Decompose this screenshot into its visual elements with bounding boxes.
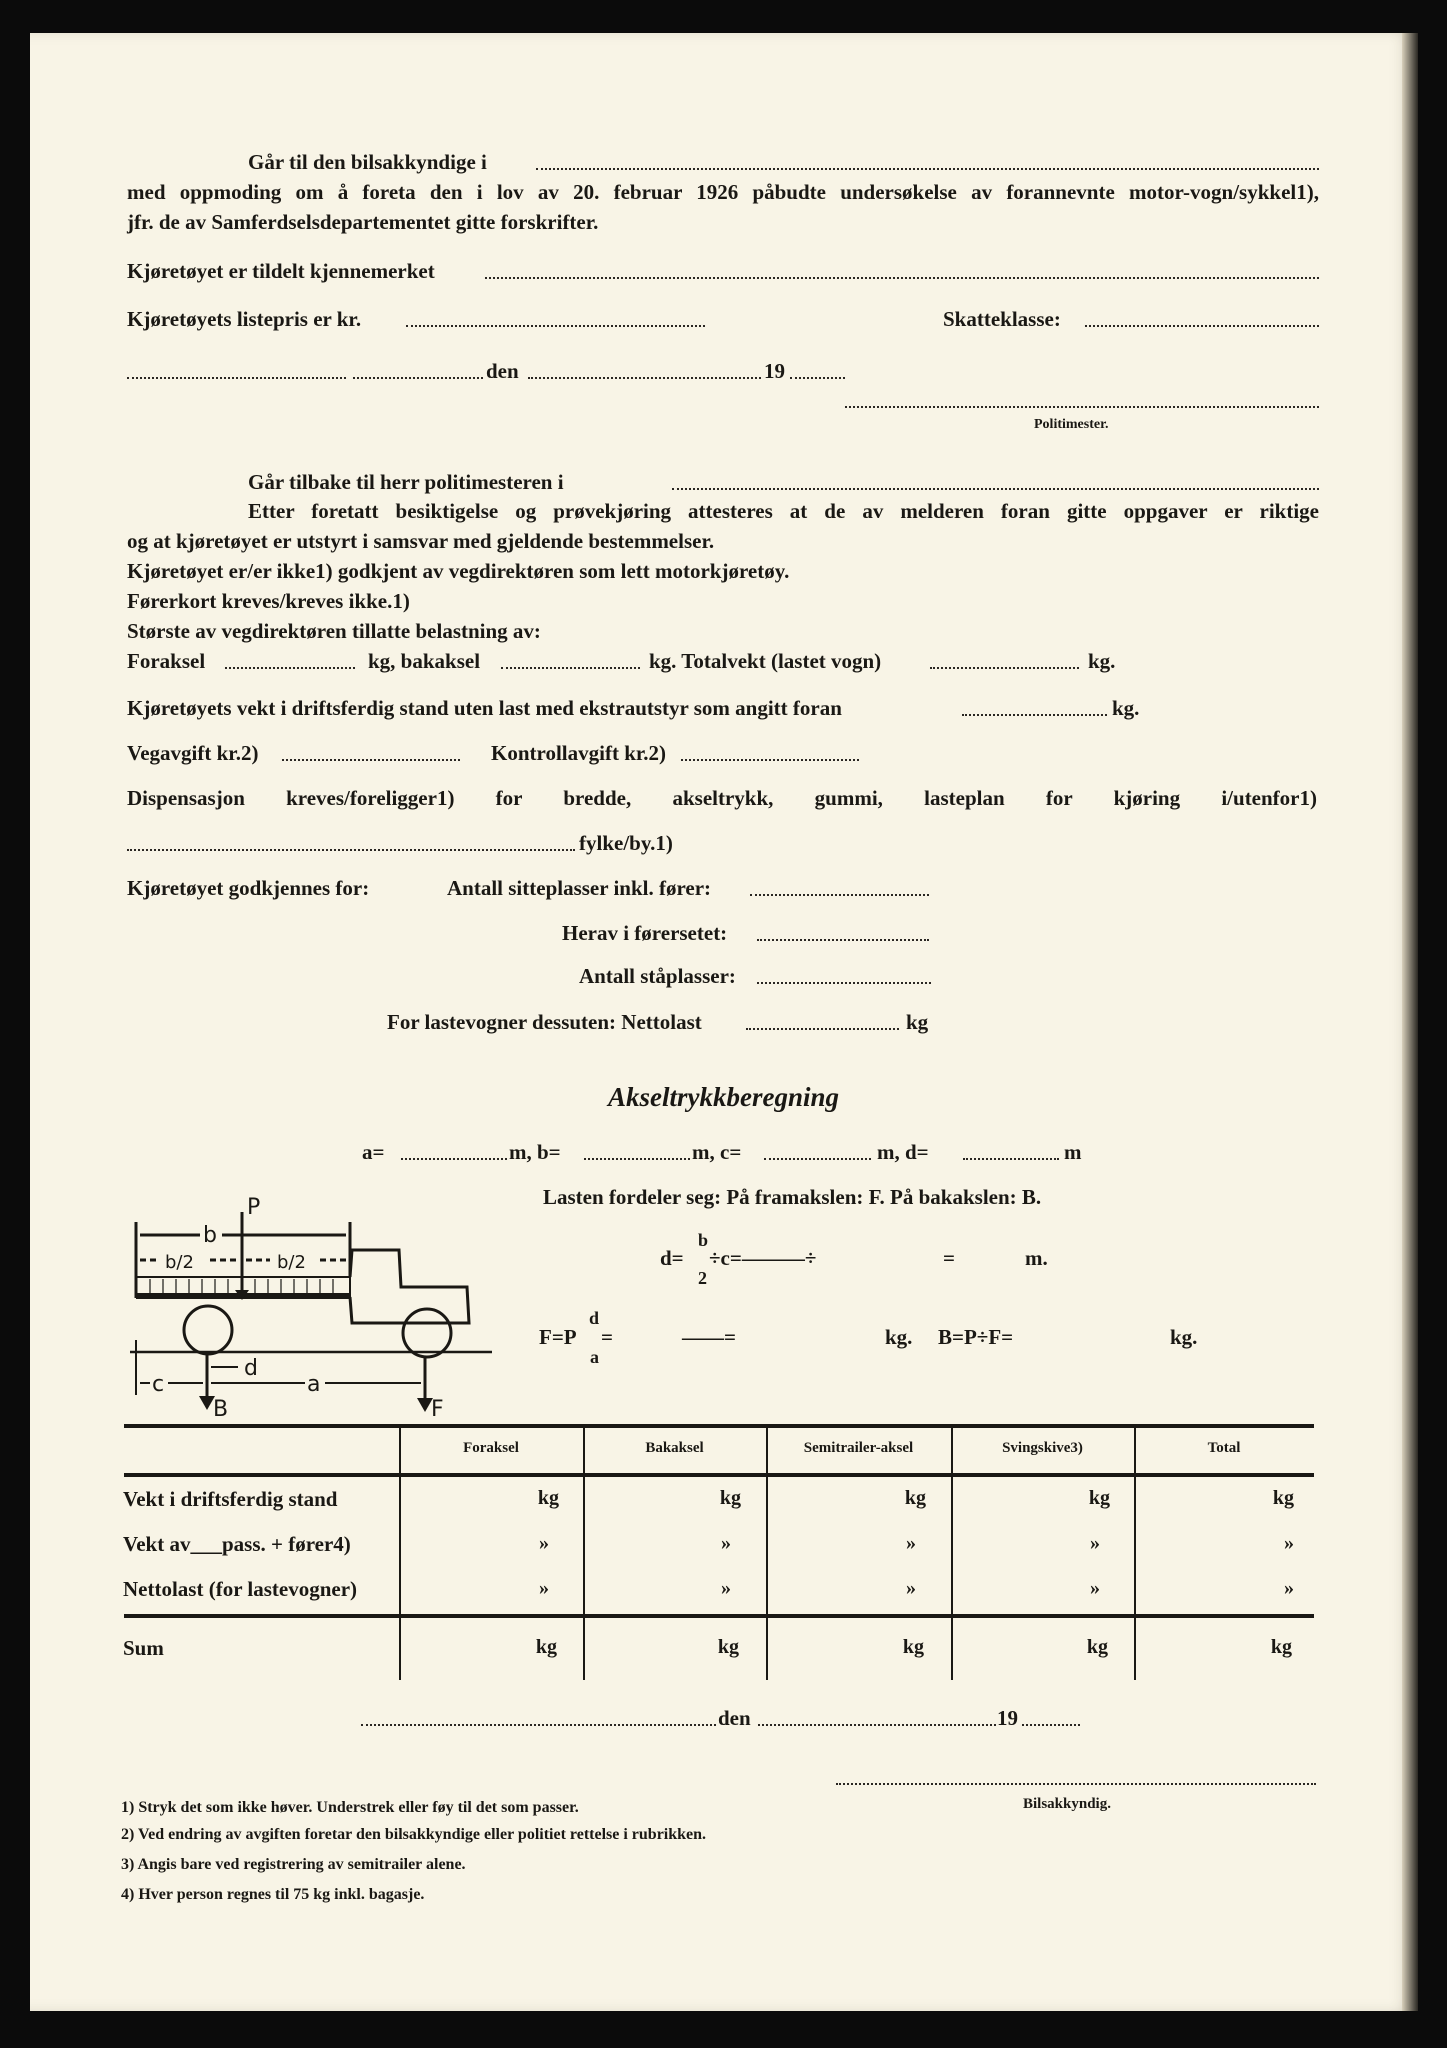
text: = (601, 1325, 613, 1349)
cell[interactable]: » (721, 1577, 731, 1599)
cell[interactable]: » (1284, 1532, 1294, 1554)
text: Herav i førersetet: (562, 921, 728, 945)
text: 2 (698, 1268, 707, 1288)
footnote: 1) Stryk det som ikke høver. Understrek eller føy til det som passer. (121, 1799, 579, 1816)
label-c: c (152, 1372, 165, 1397)
text: Kjøretøyets vekt i driftsferdig stand uten last med ekstrautstyr som angitt foran (127, 696, 842, 720)
text: d (589, 1308, 600, 1328)
cell[interactable]: » (539, 1532, 549, 1554)
text: Lasten fordeler seg: På framakslen: F. På bakakslen: B. (543, 1185, 1042, 1209)
label-b-force: B (213, 1397, 229, 1422)
text: Vegavgift kr.2) (127, 741, 259, 765)
footnote: 2) Ved endring av avgiften foretar den bilsakkyndige eller politiet rettelse i rubrikken. (121, 1826, 707, 1843)
text: Førerkort kreves/kreves ikke.1) (127, 589, 410, 613)
label-f-force: F (431, 1397, 444, 1422)
text: fylke/by.1) (579, 831, 673, 855)
field-year[interactable] (1022, 1724, 1080, 1726)
cell[interactable]: » (1284, 1577, 1294, 1599)
cell[interactable]: kg (717, 1636, 739, 1658)
field-place[interactable] (361, 1724, 716, 1726)
column-header: Foraksel (463, 1440, 519, 1456)
text: 19 (997, 1706, 1018, 1730)
cell[interactable]: » (906, 1577, 916, 1599)
text: m, b= (509, 1140, 561, 1164)
footnote: 4) Hver person regnes til 75 kg inkl. bagasje. (121, 1886, 425, 1903)
text: kg. (1088, 649, 1116, 673)
label-p: P (247, 1195, 261, 1220)
label-d: d (244, 1356, 258, 1381)
label-b-half: b/2 (165, 1252, 194, 1273)
text: For lastevogner dessuten: Nettolast (387, 1010, 702, 1034)
front-wheel (403, 1309, 451, 1357)
text: m (1064, 1140, 1082, 1164)
cell[interactable]: kg (1088, 1487, 1110, 1509)
text: den (486, 359, 519, 383)
text: a (590, 1347, 599, 1367)
field-date[interactable] (758, 1724, 996, 1726)
text: den (718, 1706, 751, 1730)
text: Kjøretøyets listepris er kr. (127, 307, 362, 331)
column-header: Svingskive3) (1002, 1440, 1083, 1456)
text: med oppmoding om å foreta den i lov av 20. februar 1926 påbudte undersøkelse av forannevnte motor-vogn/sykkel1), (127, 180, 1319, 204)
cell[interactable]: » (906, 1532, 916, 1554)
cell[interactable]: kg (719, 1487, 741, 1509)
text: Kjøretøyet er tildelt kjennemerket (127, 259, 435, 283)
section-title: Akseltrykkberegning (607, 1082, 839, 1112)
text: Etter foretatt besiktigelse og prøvekjøring attesteres at de av melderen foran gitte oppgaver er riktige (248, 499, 1319, 523)
text: Antall ståplasser: (579, 964, 736, 988)
label-b: b (203, 1223, 217, 1248)
text: kg (906, 1010, 929, 1034)
column-header: Semitrailer-aksel (803, 1440, 914, 1456)
cell[interactable]: » (1090, 1532, 1100, 1554)
text: kg. (885, 1325, 913, 1349)
text: ÷c=———÷ (709, 1246, 817, 1270)
text: kg, bakaksel (368, 649, 481, 673)
truck-cab (350, 1250, 469, 1323)
signature-bilsakkyndig[interactable] (836, 1783, 1316, 1785)
text: ——= (682, 1325, 736, 1349)
text: Dispensasjon kreves/foreligger1) for bredde, akseltrykk, gummi, lasteplan for kjøring i/utenfor1) (127, 786, 1317, 810)
text: Kjøretøyet er/er ikke1) godkjent av vegdirektøren som lett motorkjøretøy. (127, 559, 790, 583)
row-label: Nettolast (for lastevogner) (123, 1577, 358, 1601)
text: kg. Totalvekt (lastet vogn) (649, 649, 882, 673)
cell[interactable]: kg (1272, 1487, 1294, 1509)
cell[interactable]: » (721, 1532, 731, 1554)
text: a= (362, 1140, 385, 1164)
text: 19 (764, 359, 785, 383)
label-b-half: b/2 (277, 1252, 306, 1273)
cell[interactable]: kg (1270, 1636, 1292, 1658)
text: Foraksel (127, 649, 206, 673)
cell[interactable]: kg (535, 1636, 557, 1658)
f-formula: F=P (539, 1325, 577, 1349)
text: kg. (1170, 1325, 1198, 1349)
cell[interactable]: kg (902, 1636, 924, 1658)
footnote: 3) Angis bare ved registrering av semitrailer alene. (121, 1856, 466, 1873)
text: Skatteklasse: (943, 307, 1061, 331)
text: jfr. de av Samferdselsdepartementet gitte forskrifter. (127, 210, 599, 234)
text: kg. (1112, 696, 1140, 720)
rear-wheel (184, 1306, 232, 1354)
text: Går til den bilsakkyndige i (248, 150, 487, 174)
row-label: Sum (123, 1636, 164, 1660)
column-header: Total (1207, 1440, 1241, 1456)
cell[interactable]: kg (537, 1487, 559, 1509)
label-a: a (307, 1372, 321, 1397)
text: = (943, 1246, 955, 1270)
cell[interactable]: kg (904, 1487, 926, 1509)
column-header: Bakaksel (645, 1440, 704, 1456)
text: Største av vegdirektøren tillatte belastning av: (127, 619, 541, 643)
text: B=P÷F= (938, 1325, 1014, 1349)
text: m, c= (692, 1140, 742, 1164)
text: Kontrollavgift kr.2) (491, 741, 667, 765)
text: m, d= (877, 1140, 929, 1164)
text: m. (1025, 1246, 1048, 1270)
row-label: Vekt av___pass. + fører4) (123, 1532, 351, 1556)
text: Kjøretøyet godkjennes for: (127, 876, 370, 900)
text: b (698, 1230, 709, 1250)
cell[interactable]: kg (1086, 1636, 1108, 1658)
text: Politimester. (1034, 417, 1109, 432)
cell[interactable]: » (1090, 1577, 1100, 1599)
text: og at kjøretøyet er utstyrt i samsvar med gjeldende bestemmelser. (127, 529, 715, 553)
text: Går tilbake til herr politimesteren i (248, 470, 564, 494)
text: Bilsakkyndig. (1023, 1796, 1111, 1812)
row-label: Vekt i driftsferdig stand (123, 1487, 338, 1511)
cell[interactable]: » (539, 1577, 549, 1599)
text: Antall sitteplasser inkl. fører: (447, 876, 712, 900)
d-formula: d= (660, 1246, 684, 1270)
